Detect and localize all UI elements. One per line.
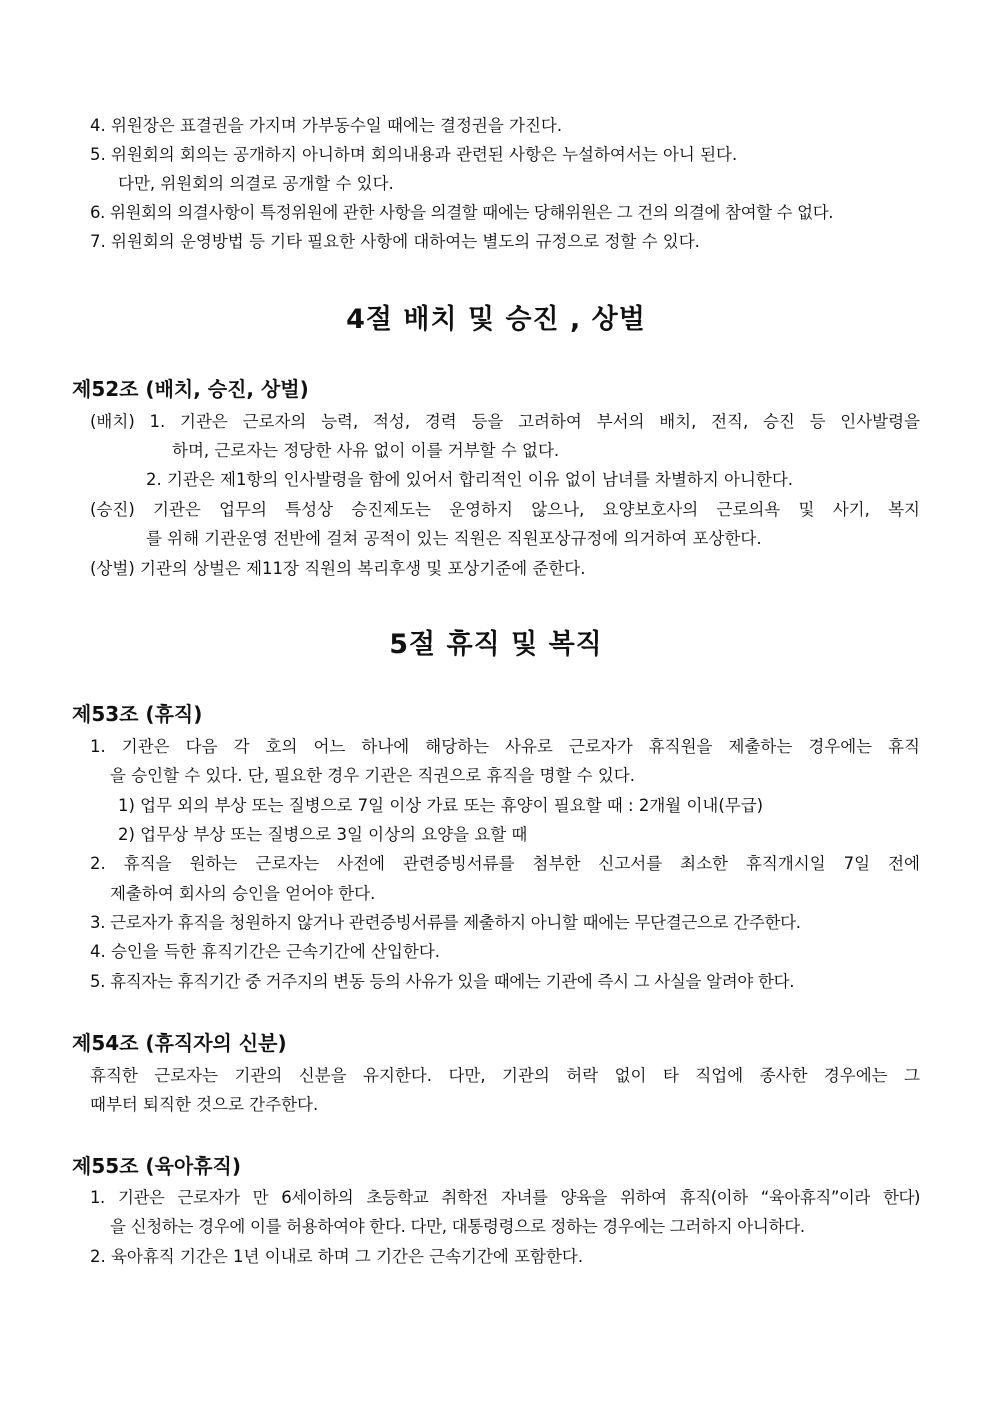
article-53-line: 제출하여 회사의 승인을 얻어야 한다.: [110, 884, 376, 903]
article-52-line: (승진) 기관은 업무의 특성상 승진제도는 운영하지 않으나, 요양보호사의 근로의욕 및 사기, 복지: [90, 500, 920, 519]
article-53-line: 3. 근로자가 휴직을 청원하지 않거나 관련증빙서류를 제출하지 아니할 때에는 무단결근으로 간주한다.: [90, 913, 801, 932]
article-55-line: 2. 육아휴직 기간은 1년 이내로 하며 그 기간은 근속기간에 포함한다.: [90, 1247, 584, 1266]
article-52-line: 2. 기관은 제1항의 인사발령을 함에 있어서 합리적인 이유 없이 남녀를 차별하지 아니한다.: [146, 470, 794, 489]
article-52-line: 하며, 근로자는 정당한 사유 없이 이를 거부할 수 없다.: [172, 441, 560, 460]
article-55-line: 1. 기관은 근로자가 만 6세이하의 초등학교 취학전 자녀를 양육을 위하여 휴직(이하 “육아휴직”이라 한다): [90, 1188, 920, 1207]
article-52-heading: 제52조 (배치, 승진, 상벌): [72, 377, 309, 401]
article-53-line: 4. 승인을 득한 휴직기간은 근속기간에 산입한다.: [90, 942, 441, 961]
section-title-4: 4절 배치 및 승진 , 상벌: [346, 304, 646, 335]
section-title-5: 5절 휴직 및 복직: [389, 629, 603, 660]
article-55-heading: 제55조 (육아휴직): [72, 1154, 241, 1178]
article-54-heading: 제54조 (휴직자의 신분): [72, 1031, 287, 1055]
article-53-subitem: 1) 업무 외의 부상 또는 질병으로 7일 이상 가료 또는 휴양이 필요할 때 : 2개월 이내(무급): [118, 796, 764, 815]
article-52-line: (상벌) 기관의 상벌은 제11장 직원의 복리후생 및 포상기준에 준한다.: [90, 559, 586, 578]
article-53-line: 을 승인할 수 있다. 단, 필요한 경우 기관은 직권으로 휴직을 명할 수 있다.: [110, 766, 635, 785]
intro-item-5: 5. 위원회의 회의는 공개하지 아니하며 회의내용과 관련된 사항은 누설하여서는 아니 된다.: [90, 145, 738, 164]
article-52-line: 를 위해 기관운영 전반에 걸쳐 공적이 있는 직원은 직원포상규정에 의거하여 포상한다.: [146, 529, 762, 548]
intro-item-6: 6. 위원회의 의결사항이 특정위원에 관한 사항을 의결할 때에는 당해위원은 그 건의 의결에 참여할 수 없다.: [90, 203, 834, 222]
article-54-line: 휴직한 근로자는 기관의 신분을 유지한다. 다만, 기관의 허락 없이 타 직업에 종사한 경우에는 그: [90, 1066, 920, 1085]
article-53-subitem: 2) 업무상 부상 또는 질병으로 3일 이상의 요양을 요할 때: [118, 825, 528, 844]
article-52-line: (배치) 1. 기관은 근로자의 능력, 적성, 경력 등을 고려하여 부서의 배치, 전직, 승진 등 인사발령을: [90, 412, 920, 431]
article-53-heading: 제53조 (휴직): [72, 702, 203, 726]
intro-item-5-cont: 다만, 위원회의 의결로 공개할 수 있다.: [118, 174, 394, 193]
article-55-line: 을 신청하는 경우에 이를 허용하여야 한다. 다만, 대통령령으로 정하는 경우에는 그러하지 아니하다.: [110, 1217, 805, 1236]
intro-item-4: 4. 위원장은 표결권을 가지며 가부동수일 때에는 결정권을 가진다.: [90, 116, 563, 135]
intro-item-7: 7. 위원회의 운영방법 등 기타 필요한 사항에 대하여는 별도의 규정으로 정할 수 있다.: [90, 232, 700, 251]
article-53-line: 1. 기관은 다음 각 호의 어느 하나에 해당하는 사유로 근로자가 휴직원을 제출하는 경우에는 휴직: [90, 737, 920, 756]
article-53-line: 5. 휴직자는 휴직기간 중 거주지의 변동 등의 사유가 있을 때에는 기관에 즉시 그 사실을 알려야 한다.: [90, 972, 795, 991]
article-54-line: 때부터 퇴직한 것으로 간주한다.: [90, 1095, 319, 1114]
article-53-line: 2. 휴직을 원하는 근로자는 사전에 관련증빙서류를 첨부한 신고서를 최소한 휴직개시일 7일 전에: [90, 854, 920, 873]
